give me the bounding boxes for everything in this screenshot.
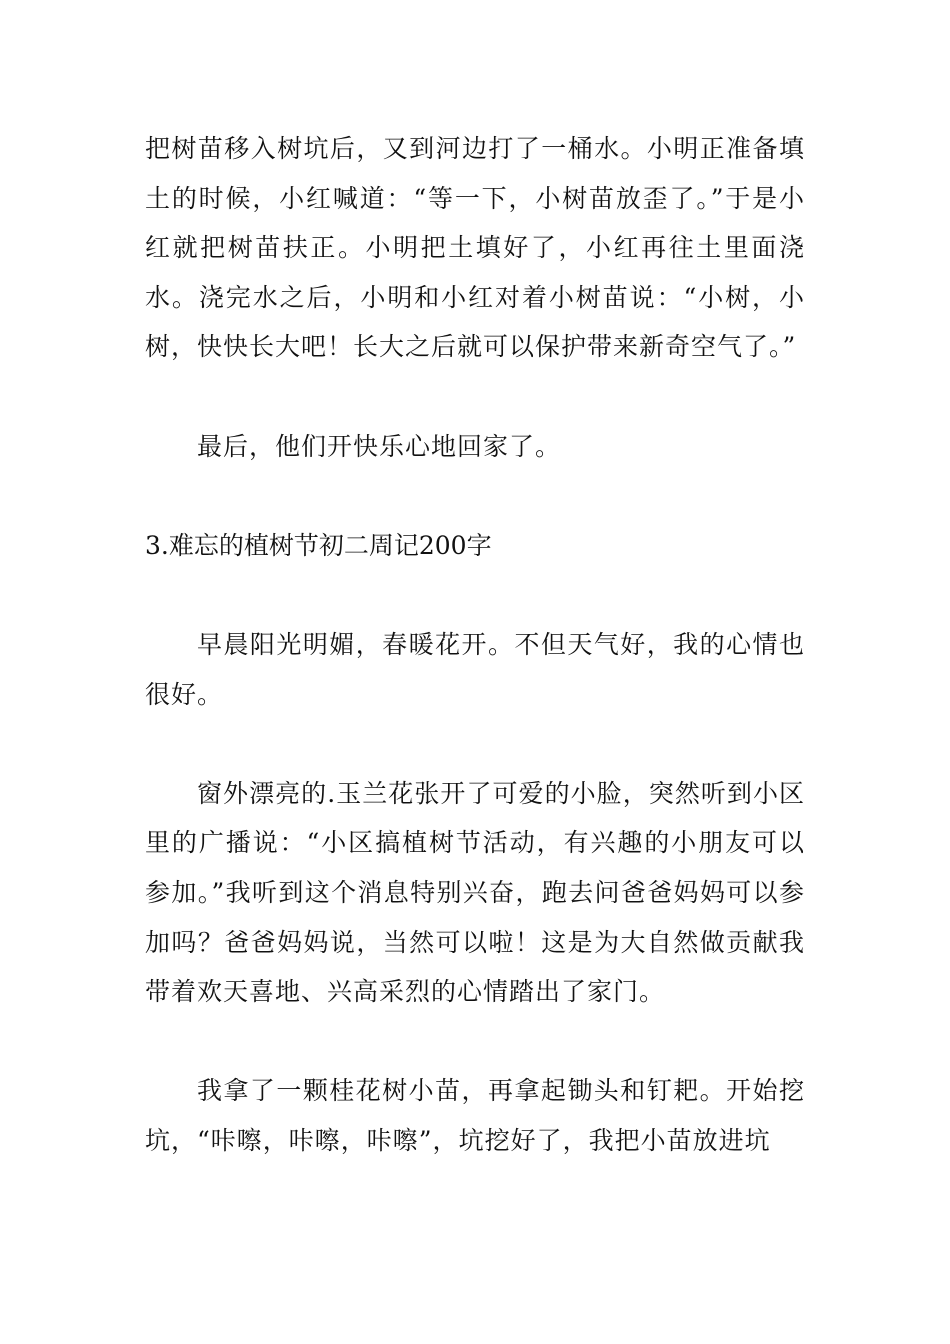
paragraph-gap: [145, 570, 805, 620]
paragraph-digging: 我拿了一颗桂花树小苗，再拿起锄头和钉耙。开始挖坑，“咔嚓，咔嚓，咔嚓”，坑挖好了，我把小苗放进坑: [145, 1076, 805, 1155]
document-page: [145, 124, 805, 1165]
paragraph-gap: [145, 1017, 805, 1067]
paragraph-gap: [145, 719, 805, 769]
paragraph-broadcast: 窗外漂亮的.玉兰花张开了可爱的小脸，突然听到小区里的广播说：“小区搞植树节活动，有兴趣的小朋友可以参加。”我听到这个消息特别兴奋，跑去问爸爸妈妈可以参加吗？爸爸妈妈说，当然可以啦！这是为大自然做贡献我带着欢天喜地、兴高采烈的心情踏出了家门。: [145, 778, 805, 1007]
paragraph-going-home: 最后，他们开快乐心地回家了。: [197, 431, 562, 461]
section-heading: 3.难忘的植树节初二周记200字: [145, 530, 492, 560]
paragraph-morning: 早晨阳光明媚，春暖花开。不但天气好，我的心情也很好。: [145, 629, 805, 709]
paragraph-gap: [145, 372, 805, 422]
paragraph-gap: [145, 471, 805, 521]
paragraph-planting-continuation: 把树苗移入树坑后，又到河边打了一桶水。小明正准备填土的时候，小红喊道：“等一下，小树苗放歪了。”于是小红就把树苗扶正。小明把土填好了，小红再往土里面浇水。浇完水之后，小明和小红对着小树苗说：“小树，小树，快快长大吧！长大之后就可以保护带来新奇空气了。”: [145, 134, 805, 362]
